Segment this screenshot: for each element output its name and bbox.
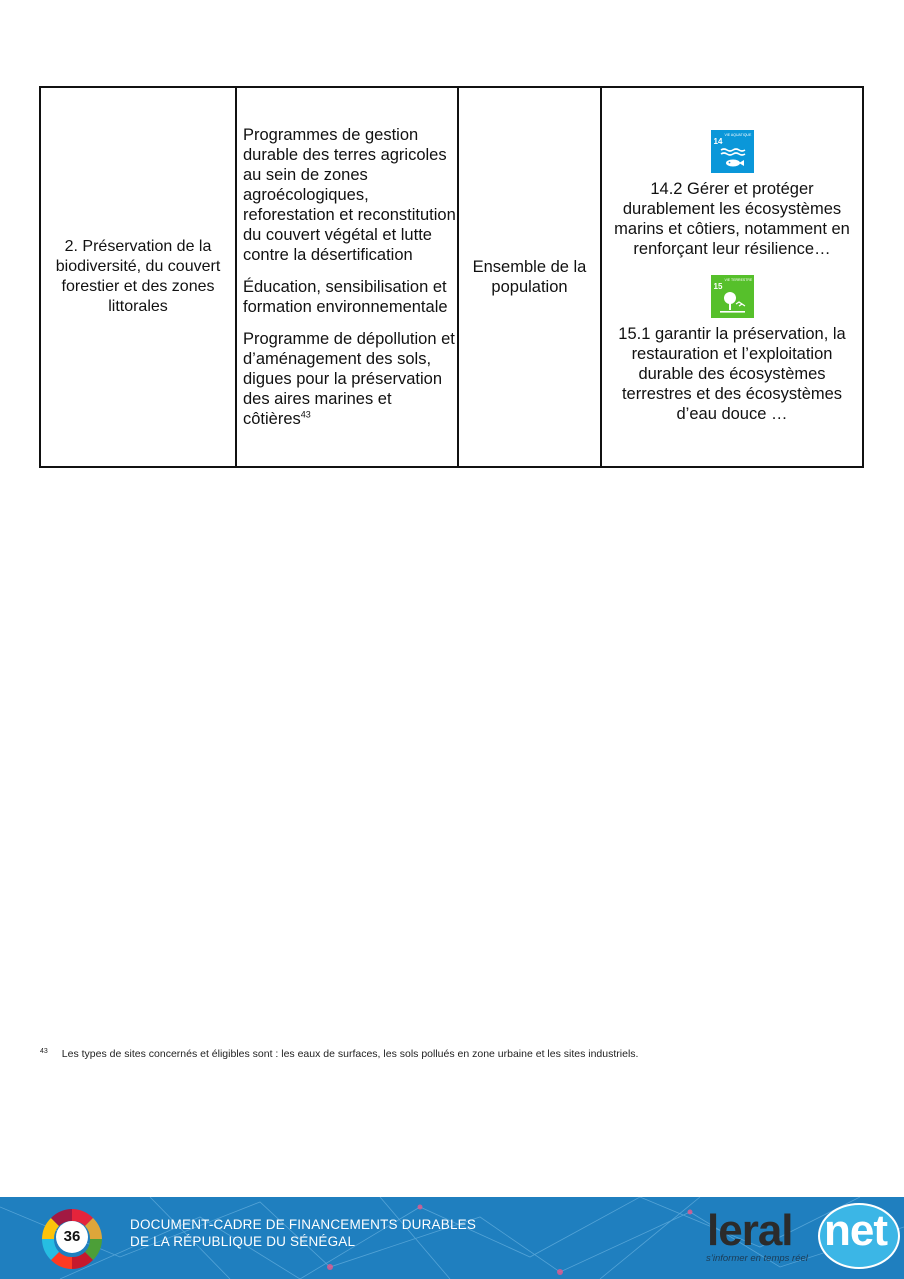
logo-part1: leral (707, 1206, 793, 1255)
page-number: 36 (56, 1221, 88, 1253)
document-title-line1: DOCUMENT-CADRE DE FINANCEMENTS DURABLES (130, 1217, 477, 1232)
sdg-14-block (610, 130, 854, 259)
programmes-cell (236, 87, 458, 467)
beneficiaries-text: Ensemble de la population (472, 258, 587, 296)
document-title-line2: DE LA RÉPUBLIQUE DU SÉNÉGAL (130, 1234, 356, 1249)
beneficiaries-cell (458, 87, 601, 467)
sdg-cell (601, 87, 863, 467)
sdg-label: VIE TERRESTRE (724, 278, 753, 282)
leralnet-logo[interactable] (700, 1203, 900, 1275)
sdg-number: 15 (713, 282, 723, 291)
sdg-15-target: 15.1 garantir la préservation, la restauration et l’exploitation durable des écosystèmes terrestres et des écosystèmes d’eau douce … (618, 325, 846, 423)
axis-text: 2. Préservation de la biodiversité, du couvert forestier et des zones littorales (55, 238, 221, 315)
programme-item: Programmes de gestion durable des terres agricoles au sein de zones agroécologiques, reforestation et reconstitution du couvert végétal et lutte contre la désertification (243, 126, 456, 264)
programme-item (243, 329, 457, 429)
footnote-text: Les types de sites concernés et éligibles sont : les eaux de surfaces, les sols pollués en zone urbaine et les sites industriels. (61, 1048, 639, 1060)
programmes-list (243, 125, 457, 429)
sdg-label: VIE AQUATIQUE (724, 133, 752, 137)
sdg-number: 14 (713, 137, 723, 146)
logo-tagline: s’informer en temps réel (706, 1253, 808, 1264)
document-title (130, 1216, 476, 1250)
footnote-number: 43 (40, 1047, 48, 1055)
page-footer (0, 1197, 904, 1279)
programme-item: Éducation, sensibilisation et formation environnementale (243, 278, 448, 316)
sdg-14-icon (711, 130, 754, 173)
table-row (40, 87, 863, 467)
sdg-14-target: 14.2 Gérer et protéger durablement les écosystèmes marins et côtiers, notamment en renforçant leur résilience… (614, 180, 850, 258)
programme-item-text: Programme de dépollution et d’aménagement des sols, digues pour la préservation des aires marines et côtières (243, 330, 455, 428)
footnote (40, 1047, 860, 1061)
logo-part2: net (824, 1206, 887, 1255)
footnote-ref[interactable]: 43 (300, 409, 311, 420)
financing-table (39, 86, 864, 468)
sdg-15-block (610, 275, 854, 424)
axis-cell (40, 87, 236, 467)
sdg-15-icon (711, 275, 754, 318)
